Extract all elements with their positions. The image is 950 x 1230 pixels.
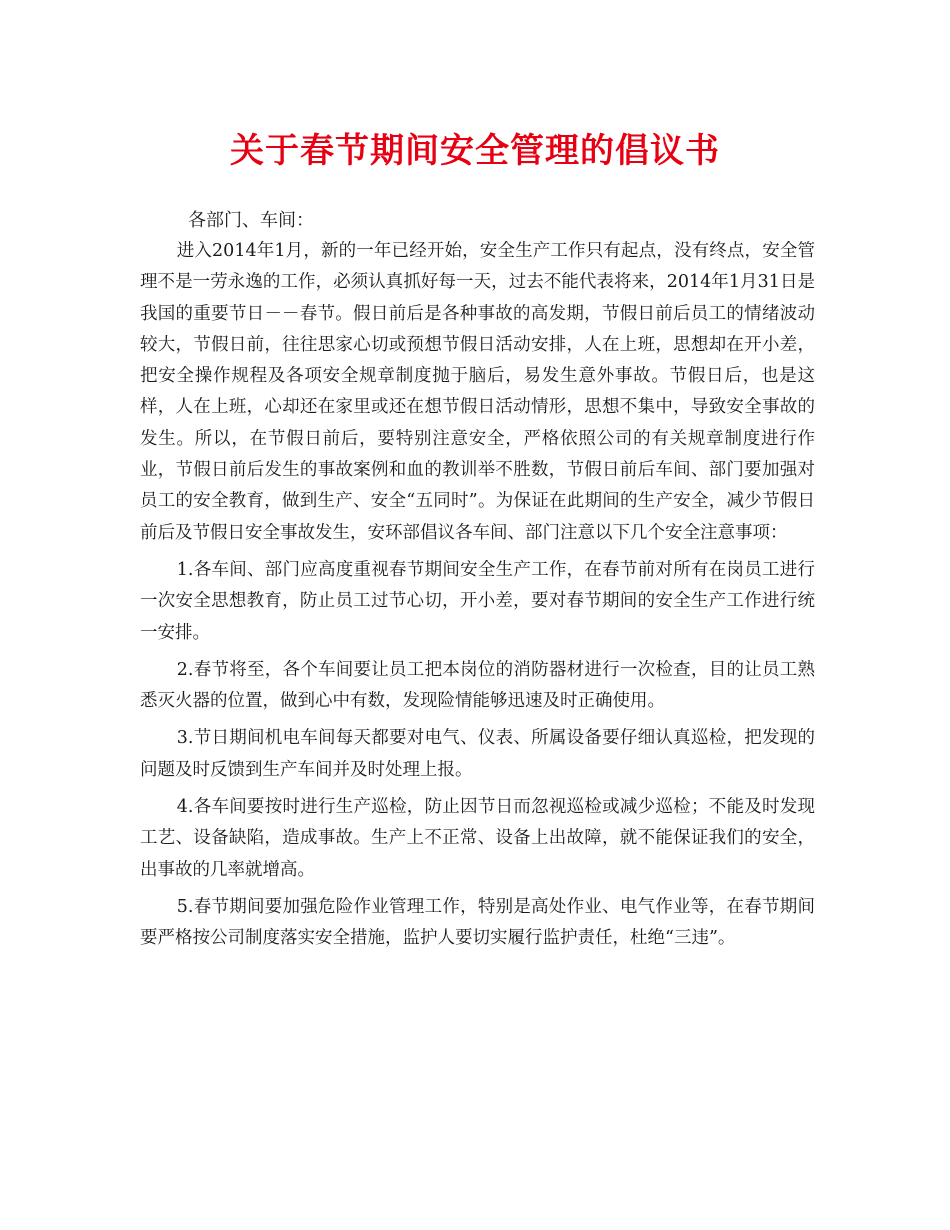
document-title: 关于春节期间安全管理的倡议书: [230, 131, 720, 171]
salutation: 各部门、车间：: [188, 210, 314, 231]
document-body: [140, 236, 815, 955]
item-paragraph-5: 5.春节期间要加强危险作业管理工作，特别是高处作业、电气作业等，在春节期间要严格按公司制度落实安全措施，监护人要切实履行监护责任，杜绝“三违”。: [140, 896, 815, 949]
item-paragraph-2: 2.春节将至，各个车间要让员工把本岗位的消防器材进行一次检查，目的让员工熟悉灭火器的位置，做到心中有数，发现险情能够迅速及时正确使用。: [140, 659, 815, 712]
item-paragraph-4: 4.各车间要按时进行生产巡检，防止因节日而忽视巡检或减少巡检；不能及时发现工艺、设备缺陷，造成事故。生产上不正常、设备上出故障，就不能保证我们的安全，出事故的几率就增高。: [140, 797, 815, 880]
item-paragraph-1: 1.各车间、部门应高度重视春节期间安全生产工作，在春节前对所有在岗员工进行一次安全思想教育，防止员工过节心切，开小差，要对春节期间的安全生产工作进行统一安排。: [140, 559, 815, 643]
intro-paragraph: 进入2014年1月，新的一年已经开始，安全生产工作只有起点，没有终点，安全管理不是一劳永逸的工作，必须认真抓好每一天，过去不能代表将来，2014年1月31日是我国的重要节日－－春节。假日前后是各种事故的高发期，节假日前后员工的情绪波动较大，节假日前，往往思家心切或预想节假日活动安排，人在上班，思想却在开小差，把安全操作规程及各项安全规章制度抛于脑后，易发生意外事故。节假日后，也是这样，人在上班，心却还在家里或还在想节假日活动情形，思想不集中，导致安全事故的发生。所以，在节假日前后，要特别注意安全，严格依照公司的有关规章制度进行作业，节假日前后发生的事故案例和血的教训举不胜数，节假日前后车间、部门要加强对员工的安全教育，做到生产、安全“五同时”。为保证在此期间的生产安全，减少节假日前后及节假日安全事故发生，安环部倡议各车间、部门注意以下几个安全注意事项：: [140, 241, 815, 543]
item-paragraph-3: 3.节日期间机电车间每天都要对电气、仪表、所属设备要仔细认真巡检，把发现的问题及时反馈到生产车间并及时处理上报。: [140, 728, 815, 780]
